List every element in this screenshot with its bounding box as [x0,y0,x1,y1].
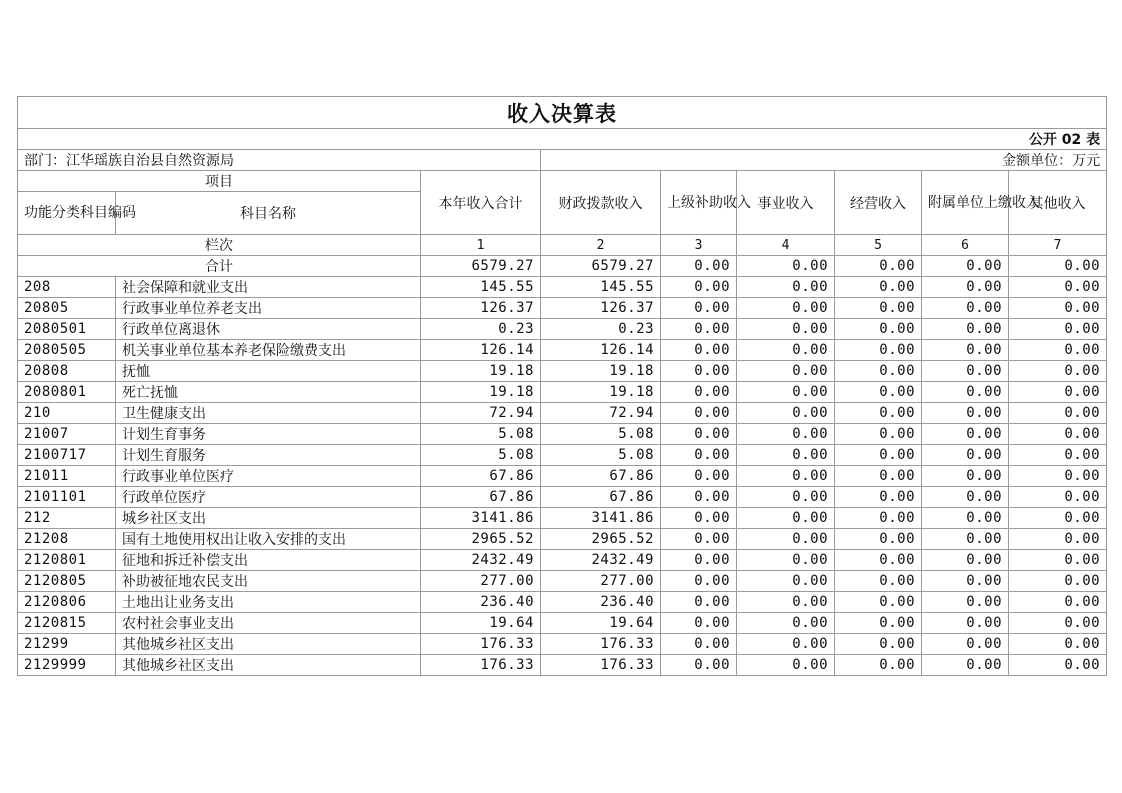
subject-name-cell: 土地出让业务支出 [116,592,421,613]
amount-cell: 126.37 [541,298,661,319]
amount-cell: 2432.49 [421,550,541,571]
amount-cell: 0.00 [835,382,922,403]
amount-cell: 0.00 [661,487,737,508]
amount-cell: 0.00 [1009,361,1107,382]
amount-cell: 0.00 [1009,550,1107,571]
amount-cell: 0.00 [737,382,835,403]
amount-cell: 0.00 [1009,382,1107,403]
amount-cell: 19.64 [541,613,661,634]
amount-cell: 0.00 [1009,424,1107,445]
function-code-cell: 2080501 [18,319,116,340]
table-row [18,550,1107,571]
amount-cell: 0.00 [1009,487,1107,508]
amount-cell: 0.00 [835,529,922,550]
total-value: 0.00 [1009,256,1107,277]
column-index-label: 栏次 [18,235,421,256]
amount-cell: 0.00 [1009,340,1107,361]
amount-cell: 0.00 [661,382,737,403]
table-row [18,277,1107,298]
amount-cell: 0.23 [541,319,661,340]
table-row [18,487,1107,508]
total-value: 6579.27 [541,256,661,277]
amount-cell: 0.00 [737,445,835,466]
amount-cell: 19.18 [421,361,541,382]
amount-cell: 3141.86 [421,508,541,529]
subject-name-cell: 农村社会事业支出 [116,613,421,634]
amount-cell: 0.00 [922,340,1009,361]
amount-cell: 0.00 [737,403,835,424]
function-code-cell: 21208 [18,529,116,550]
amount-cell: 0.00 [1009,655,1107,676]
amount-cell: 5.08 [421,445,541,466]
amount-cell: 0.00 [835,571,922,592]
amount-cell: 0.00 [1009,508,1107,529]
subject-name-cell: 其他城乡社区支出 [116,634,421,655]
amount-cell: 0.00 [835,613,922,634]
table-row [18,340,1107,361]
amount-cell: 67.86 [421,487,541,508]
amount-cell: 277.00 [421,571,541,592]
amount-cell: 0.00 [661,613,737,634]
amount-cell: 0.00 [1009,613,1107,634]
table-row [18,508,1107,529]
function-code-cell: 2100717 [18,445,116,466]
function-code-cell: 2080505 [18,340,116,361]
amount-cell: 72.94 [541,403,661,424]
amount-cell: 0.00 [661,508,737,529]
amount-cell: 0.00 [737,550,835,571]
table-row [18,445,1107,466]
table-title: 收入决算表 [18,97,1107,129]
table-row [18,592,1107,613]
amount-cell: 176.33 [541,634,661,655]
amount-cell: 126.14 [421,340,541,361]
amount-cell: 0.00 [922,382,1009,403]
table-row [18,382,1107,403]
header-subject-name: 科目名称 [116,192,421,235]
amount-cell: 0.00 [835,487,922,508]
amount-cell: 0.00 [661,634,737,655]
table-code: 公开 02 表 [18,129,1107,150]
amount-cell: 0.00 [1009,466,1107,487]
amount-cell: 0.00 [922,403,1009,424]
table-row [18,319,1107,340]
amount-cell: 0.00 [835,340,922,361]
amount-cell: 19.18 [541,382,661,403]
table-row [18,466,1107,487]
function-code-cell: 2120801 [18,550,116,571]
amount-cell: 0.00 [661,298,737,319]
amount-cell: 0.00 [1009,403,1107,424]
subject-name-cell: 卫生健康支出 [116,403,421,424]
header-business-income: 事业收入 [737,171,835,235]
amount-cell: 0.00 [922,466,1009,487]
amount-cell: 0.00 [1009,592,1107,613]
amount-cell: 0.00 [737,613,835,634]
function-code-cell: 20805 [18,298,116,319]
amount-cell: 236.40 [541,592,661,613]
amount-cell: 0.00 [922,592,1009,613]
amount-cell: 0.00 [835,592,922,613]
amount-cell: 0.00 [835,319,922,340]
subject-name-cell: 补助被征地农民支出 [116,571,421,592]
amount-cell: 2965.52 [541,529,661,550]
column-index: 7 [1009,235,1107,256]
header-other-income: 其他收入 [1009,171,1107,235]
function-code-cell: 2101101 [18,487,116,508]
unit-label: 金额单位：万元 [541,150,1107,171]
header-project: 项目 [18,171,421,192]
amount-cell: 2965.52 [421,529,541,550]
header-fiscal-appropriation: 财政拨款收入 [541,171,661,235]
total-value: 0.00 [737,256,835,277]
table-row [18,613,1107,634]
header-operating-income: 经营收入 [835,171,922,235]
amount-cell: 72.94 [421,403,541,424]
amount-cell: 176.33 [421,655,541,676]
table-row [18,655,1107,676]
column-index: 4 [737,235,835,256]
amount-cell: 0.00 [661,529,737,550]
amount-cell: 0.00 [922,571,1009,592]
function-code-cell: 2120815 [18,613,116,634]
header-superior-subsidy: 上级补助收入 [661,171,737,235]
table-row [18,361,1107,382]
amount-cell: 67.86 [541,466,661,487]
amount-cell: 277.00 [541,571,661,592]
subject-name-cell: 国有土地使用权出让收入安排的支出 [116,529,421,550]
subject-name-cell: 抚恤 [116,361,421,382]
amount-cell: 0.00 [737,529,835,550]
amount-cell: 0.00 [1009,529,1107,550]
amount-cell: 19.18 [541,361,661,382]
income-final-account-table [17,96,1107,676]
header-affiliated-unit-income: 附属单位上缴收入 [922,171,1009,235]
amount-cell: 0.00 [922,550,1009,571]
department-label: 部门：江华瑶族自治县自然资源局 [18,150,541,171]
function-code-cell: 210 [18,403,116,424]
amount-cell: 0.00 [835,361,922,382]
amount-cell: 5.08 [541,424,661,445]
column-index: 1 [421,235,541,256]
subject-name-cell: 社会保障和就业支出 [116,277,421,298]
amount-cell: 0.00 [661,361,737,382]
amount-cell: 0.00 [1009,634,1107,655]
subject-name-cell: 行政单位医疗 [116,487,421,508]
amount-cell: 0.00 [737,634,835,655]
table-row [18,529,1107,550]
function-code-cell: 212 [18,508,116,529]
table-row [18,298,1107,319]
amount-cell: 0.00 [661,424,737,445]
amount-cell: 0.00 [922,655,1009,676]
function-code-cell: 21007 [18,424,116,445]
amount-cell: 0.00 [737,655,835,676]
amount-cell: 0.00 [835,298,922,319]
amount-cell: 0.00 [737,340,835,361]
amount-cell: 3141.86 [541,508,661,529]
subject-name-cell: 计划生育服务 [116,445,421,466]
subject-name-cell: 征地和拆迁补偿支出 [116,550,421,571]
amount-cell: 0.00 [737,319,835,340]
header-function-code: 功能分类科目编码 [18,192,116,235]
amount-cell: 0.00 [835,655,922,676]
subject-name-cell: 计划生育事务 [116,424,421,445]
amount-cell: 0.00 [661,445,737,466]
column-index: 5 [835,235,922,256]
amount-cell: 0.00 [922,508,1009,529]
total-value: 6579.27 [421,256,541,277]
amount-cell: 0.00 [835,445,922,466]
amount-cell: 0.00 [922,445,1009,466]
amount-cell: 0.00 [661,466,737,487]
amount-cell: 0.00 [835,403,922,424]
amount-cell: 0.00 [661,571,737,592]
amount-cell: 5.08 [541,445,661,466]
amount-cell: 126.14 [541,340,661,361]
function-code-cell: 21011 [18,466,116,487]
header-total-income: 本年收入合计 [421,171,541,235]
function-code-cell: 2080801 [18,382,116,403]
table-row [18,403,1107,424]
amount-cell: 0.00 [737,487,835,508]
function-code-cell: 2120805 [18,571,116,592]
amount-cell: 0.00 [1009,319,1107,340]
amount-cell: 0.00 [922,319,1009,340]
amount-cell: 0.00 [922,277,1009,298]
amount-cell: 0.00 [922,613,1009,634]
table-row [18,571,1107,592]
subject-name-cell: 行政单位离退休 [116,319,421,340]
amount-cell: 0.23 [421,319,541,340]
amount-cell: 19.18 [421,382,541,403]
amount-cell: 0.00 [922,529,1009,550]
amount-cell: 176.33 [421,634,541,655]
amount-cell: 5.08 [421,424,541,445]
subject-name-cell: 机关事业单位基本养老保险缴费支出 [116,340,421,361]
amount-cell: 0.00 [1009,571,1107,592]
amount-cell: 0.00 [1009,298,1107,319]
amount-cell: 0.00 [737,508,835,529]
amount-cell: 145.55 [421,277,541,298]
amount-cell: 2432.49 [541,550,661,571]
amount-cell: 0.00 [661,403,737,424]
amount-cell: 0.00 [835,550,922,571]
amount-cell: 0.00 [922,634,1009,655]
column-index: 2 [541,235,661,256]
total-label: 合计 [18,256,421,277]
amount-cell: 0.00 [835,277,922,298]
amount-cell: 0.00 [737,592,835,613]
amount-cell: 0.00 [661,319,737,340]
subject-name-cell: 行政事业单位医疗 [116,466,421,487]
amount-cell: 0.00 [835,508,922,529]
subject-name-cell: 死亡抚恤 [116,382,421,403]
amount-cell: 0.00 [922,298,1009,319]
amount-cell: 126.37 [421,298,541,319]
function-code-cell: 21299 [18,634,116,655]
table-row [18,424,1107,445]
function-code-cell: 20808 [18,361,116,382]
amount-cell: 0.00 [835,466,922,487]
subject-name-cell: 其他城乡社区支出 [116,655,421,676]
subject-name-cell: 城乡社区支出 [116,508,421,529]
amount-cell: 0.00 [1009,277,1107,298]
amount-cell: 145.55 [541,277,661,298]
function-code-cell: 208 [18,277,116,298]
function-code-cell: 2129999 [18,655,116,676]
amount-cell: 0.00 [661,592,737,613]
column-index: 3 [661,235,737,256]
column-index: 6 [922,235,1009,256]
amount-cell: 0.00 [661,655,737,676]
amount-cell: 0.00 [835,424,922,445]
amount-cell: 0.00 [835,634,922,655]
column-index-row [18,235,1107,256]
subject-name-cell: 行政事业单位养老支出 [116,298,421,319]
amount-cell: 0.00 [661,550,737,571]
amount-cell: 0.00 [737,298,835,319]
amount-cell: 0.00 [737,361,835,382]
amount-cell: 0.00 [922,361,1009,382]
total-value: 0.00 [661,256,737,277]
amount-cell: 0.00 [737,466,835,487]
amount-cell: 0.00 [737,571,835,592]
total-row [18,256,1107,277]
amount-cell: 0.00 [737,277,835,298]
amount-cell: 19.64 [421,613,541,634]
amount-cell: 0.00 [922,487,1009,508]
amount-cell: 176.33 [541,655,661,676]
total-value: 0.00 [835,256,922,277]
amount-cell: 0.00 [1009,445,1107,466]
amount-cell: 0.00 [661,340,737,361]
amount-cell: 236.40 [421,592,541,613]
amount-cell: 67.86 [421,466,541,487]
amount-cell: 0.00 [661,277,737,298]
table-row [18,634,1107,655]
function-code-cell: 2120806 [18,592,116,613]
amount-cell: 0.00 [737,424,835,445]
total-value: 0.00 [922,256,1009,277]
amount-cell: 67.86 [541,487,661,508]
amount-cell: 0.00 [922,424,1009,445]
